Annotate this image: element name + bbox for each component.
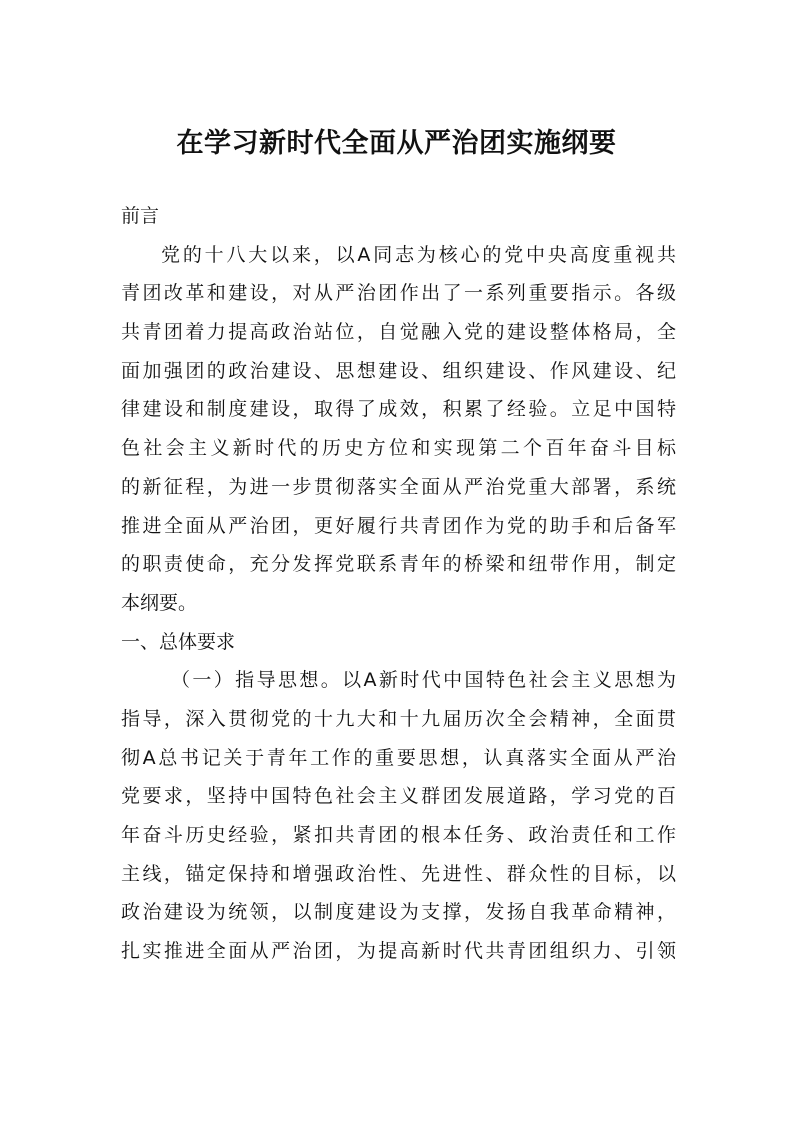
- paragraph-line: 色社会主义新时代的历史方位和实现第二个百年奋斗目标: [121, 437, 676, 460]
- paragraph-line: 共青团着力提高政治站位，自觉融入党的建设整体格局，全: [121, 321, 676, 344]
- preface-heading: 前言: [121, 205, 160, 227]
- paragraph-line: 的新征程，为进一步贯彻落实全面从严治党重大部署，系统: [121, 475, 676, 498]
- document-body: [121, 197, 676, 971]
- paragraph-line: 本纲要。: [121, 591, 198, 614]
- paragraph-line: 律建设和制度建设，取得了成效，积累了经验。立足中国特: [121, 398, 676, 421]
- paragraph-line: 面加强团的政治建设、思想建设、组织建设、作风建设、纪: [121, 359, 676, 382]
- paragraph-line: 的职责使命，充分发挥党联系青年的桥梁和纽带作用，制定: [121, 553, 676, 576]
- section-heading: 一、总体要求: [121, 630, 236, 653]
- paragraph-line: 主线，锚定保持和增强政治性、先进性、群众性的目标，以: [121, 862, 676, 885]
- paragraph-line: 扎实推进全面从严治团，为提高新时代共青团组织力、引领: [121, 940, 676, 963]
- paragraph-line: 年奋斗历史经验，紧扣共青团的根本任务、政治责任和工作: [121, 824, 676, 846]
- paragraph-line: 青团改革和建设，对从严治团作出了一系列重要指示。各级: [121, 282, 676, 305]
- paragraph-line: 党要求，坚持中国特色社会主义群团发展道路，学习党的百: [121, 785, 676, 808]
- paragraph-line: （一）指导思想。以A新时代中国特色社会主义思想为: [171, 669, 676, 692]
- paragraph-line: 党的十八大以来，以A同志为核心的党中央高度重视共: [161, 243, 676, 266]
- paragraph-line: 政治建设为统领，以制度建设为支撑，发扬自我革命精神，: [121, 901, 676, 924]
- paragraph-line: 指导，深入贯彻党的十九大和十九届历次全会精神，全面贯: [121, 707, 676, 730]
- paragraph-line: 彻A总书记关于青年工作的重要思想，认真落实全面从严治: [121, 746, 676, 769]
- paragraph-line: 推进全面从严治团，更好履行共青团作为党的助手和后备军: [121, 514, 676, 537]
- document-title: 在学习新时代全面从严治团实施纲要: [176, 128, 617, 159]
